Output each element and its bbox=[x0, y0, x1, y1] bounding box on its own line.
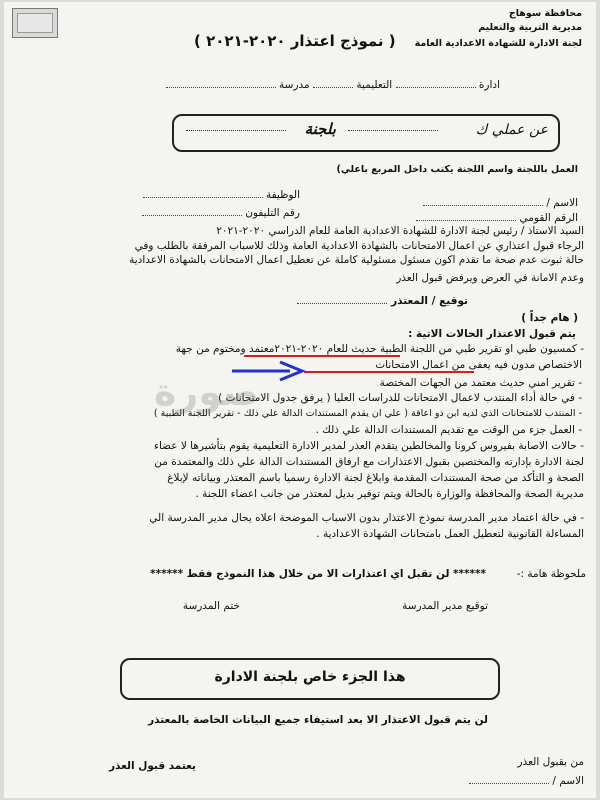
letter-line-2: الرجاء قبول اعتذاري عن اعمال الامتحانات بالشهادة الاعدادية العامة وذلك للاسباب المرفقة بالطلب وفي bbox=[134, 240, 584, 252]
important-heading: ( هام جداً ) bbox=[521, 312, 578, 324]
bullet-medical-2: الاختصاص مدون فيه يعفى من اعمال الامتحانات bbox=[375, 359, 582, 371]
accepted-by-label: من بقبول العذر bbox=[517, 756, 584, 768]
red-underline-1 bbox=[244, 355, 400, 357]
letter-line-3: حالة ثبوت عدم صحة ما تقدم اكون مسئول مسئولية كاملة عن تعطيل اعمال الامتحانات بالشهادة الاعدادية bbox=[129, 254, 584, 266]
notice-text: ****** لن تقبل اي اعتذارات الا من خلال هذا النموذج فقط ****** bbox=[150, 568, 486, 580]
committee-label: لجنة الادارة للشهادة الاعدادية العامة bbox=[414, 38, 582, 49]
form-page bbox=[4, 2, 596, 798]
admin-section-title: هذا الجزء خاص بلجنة الادارة bbox=[214, 669, 406, 685]
bullet-covid-4: مديرية الصحة والمحافظة والوزارة بالحالة ويتم توفير بديل لمعتذر من جانب اعضاء اللجنة . bbox=[195, 488, 584, 500]
bullet-covid-1: - حالات الاصابة بفيروس كرونا والمخالطين يتقدم العذر لمدير الادارة التعليمية يقوم بتأشيرها لا عضاء bbox=[154, 440, 584, 452]
work-note: العمل باللجنة واسم اللجنة يكتب داخل المربع باعلي) bbox=[336, 164, 578, 175]
principal-signature[interactable]: توقيع مدير المدرسة bbox=[402, 600, 488, 612]
bullet-principal-1: - في حالة اعتماد مدير المدرسة نموذج الاعتذار بدون الاسباب الموضحة اعلاه يحال مدير المدرسة الي bbox=[149, 512, 584, 524]
job-fill-line[interactable] bbox=[348, 130, 438, 131]
approval-label: يعتمد قبول العذر bbox=[108, 760, 196, 772]
job-field[interactable]: الوظيفة bbox=[143, 188, 300, 201]
notice-label: ملحوظة هامة :- bbox=[516, 568, 586, 580]
bullet-covid-2: لجنة الادارة بإدارته والمختصين بقبول الاعتذارات مع ارفاق المستندات الدالة علي ذلك والمعتمدة من bbox=[154, 456, 584, 468]
ministry-logo-icon bbox=[12, 8, 58, 38]
idara-line: ادارة التعليمية مدرسة bbox=[166, 78, 500, 91]
watermark-text: صورة bbox=[154, 370, 259, 414]
letter-line-4: وعدم الامانة في العرض ويرفض قبول العذر bbox=[396, 272, 584, 284]
bullet-postgrad: - في حالة أداء المنتدب لاعمال الامتحانات للدراسات العليا ( يرفق جدول الامتحانات ) bbox=[218, 392, 582, 404]
bullet-security: - تقرير امني حديث معتمد من الجهات المختصة bbox=[379, 377, 582, 389]
bullet-part-time: - العمل جزء من الوقت مع تقديم المستندات الدالة علي ذلك . bbox=[315, 424, 582, 436]
national-id-field[interactable]: الرقم القومي bbox=[416, 211, 578, 224]
committee-fill-line[interactable] bbox=[186, 130, 286, 131]
signature-line[interactable]: توقيع / المعتذر bbox=[297, 294, 468, 307]
school-stamp[interactable]: ختم المدرسة bbox=[182, 600, 240, 612]
directorate-label: مديرية التربية والتعليم bbox=[478, 22, 582, 33]
name-field[interactable]: الاسم / bbox=[423, 196, 578, 209]
form-title: ( نموذج اعتذار ٢٠٢٠-٢٠٢١ ) bbox=[194, 32, 396, 50]
cases-heading: يتم قبول الاعتذار الحالات الاتية : bbox=[408, 328, 576, 340]
accepted-name-field[interactable]: الاسم / bbox=[469, 774, 584, 787]
bullet-covid-3: الصحة و التأكد من صحة المستندات المقدمة وابلاغ لجنة الادارة رسميا باسم المعتذر وبياناته لإبلاغ bbox=[167, 472, 584, 484]
phone-field[interactable]: رقم التليفون bbox=[142, 206, 300, 219]
admin-condition: لن يتم قبول الاعتذار الا بعد استيفاء جميع البيانات الخاصة بالمعتذر bbox=[148, 714, 488, 726]
governorate-label: محافظة سوهاج bbox=[508, 8, 582, 19]
an-amali-label: عن عملي ك bbox=[475, 122, 548, 138]
bullet-medical-1: - كمسيون طبي او تقرير طبي من اللجنة الطبية حديث للعام ٢٠٢٠-٢٠٢١معتمد ومختوم من جهة bbox=[175, 343, 584, 355]
bullet-disabled-child: - المنتدب للامتحانات الذي لديه ابن ذو اعاقة ( علي ان يقدم المستندات الدالة علي ذلك - تقرير اللجنة الطبية ) bbox=[153, 408, 582, 419]
letter-line-1: السيد الاستاذ / رئيس لجنة الادارة للشهادة الاعدادية العامة للعام الدراسي ٢٠٢٠-٢٠٢١ bbox=[216, 225, 584, 237]
bullet-principal-2: المساءلة القانونية لتعطيل العمل بامتحانات الشهادة الاعدادية . bbox=[316, 528, 584, 540]
red-underline-2 bbox=[304, 371, 474, 373]
admin-section-box bbox=[120, 658, 500, 700]
committee-box bbox=[172, 114, 560, 152]
bilajna-label: بلجنة bbox=[304, 120, 336, 138]
